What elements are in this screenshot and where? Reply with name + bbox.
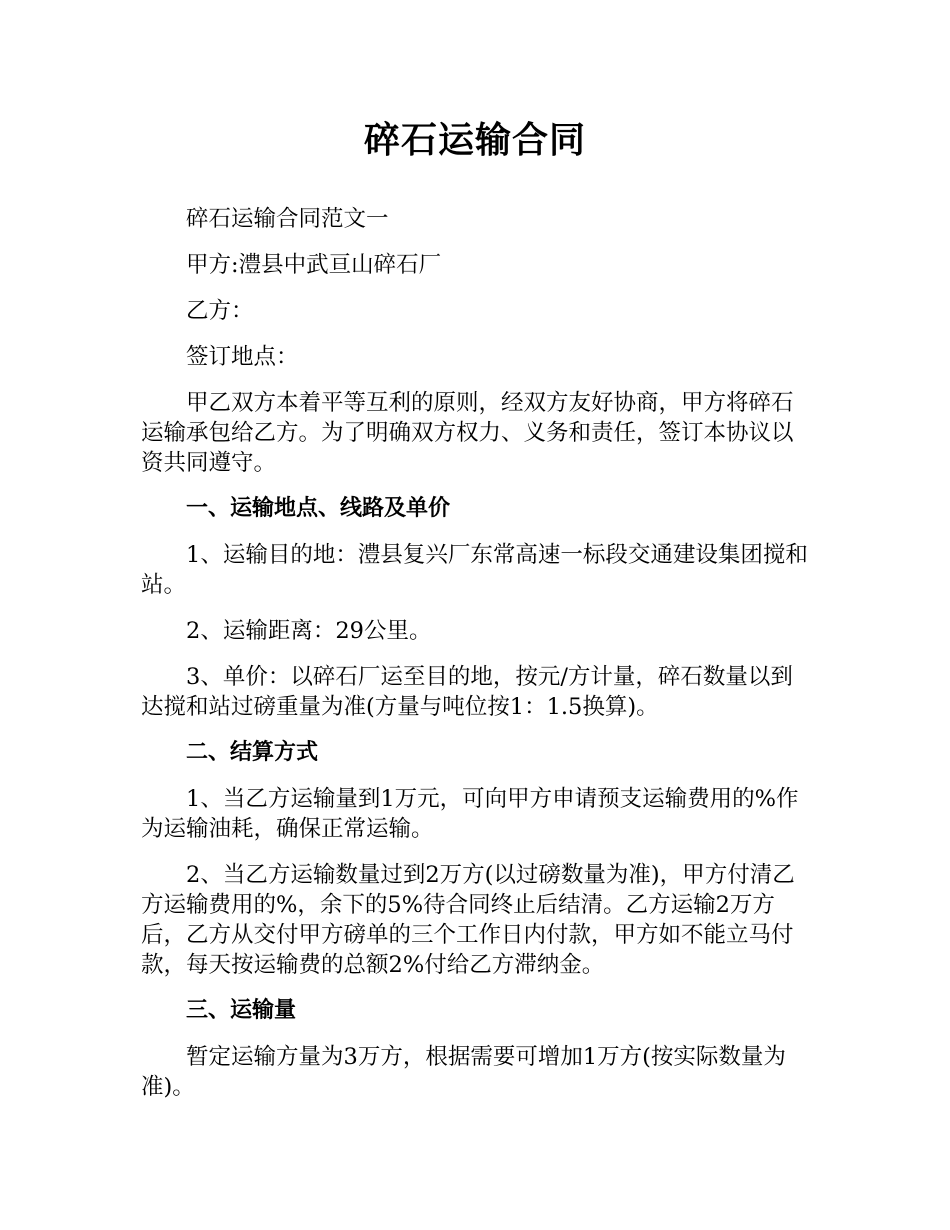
section-1-item: 3、单价：以碎石厂运至目的地，按元/方计量，碎石数量以到达搅和站过磅重量为准(方量与吨位按1：1.5换算)。 (141, 664, 793, 720)
document-title: 碎石运输合同 (363, 120, 586, 161)
section-1-item: 1、运输目的地：澧县复兴厂东常高速一标段交通建设集团搅和站。 (141, 542, 808, 598)
section-2-item: 1、当乙方运输量到1万元，可向甲方申请预支运输费用的%作为运输油耗，确保正常运输。 (141, 786, 799, 842)
document-body (141, 204, 811, 1118)
section-2-heading: 二、结算方式 (186, 740, 319, 765)
party-a: 甲方:澧县中武亘山碎石厂 (186, 252, 442, 278)
intro-paragraph: 甲乙双方本着平等互利的原则，经双方友好协商，甲方将碎石运输承包给乙方。为了明确双方权力、义务和责任，签订本协议以资共同遵守。 (141, 390, 794, 476)
subtitle: 碎石运输合同范文一 (186, 206, 389, 232)
section-3-item: 暂定运输方量为3万方，根据需要可增加1万方(按实际数量为准)。 (141, 1044, 786, 1100)
section-1-item: 2、运输距离：29公里。 (186, 618, 432, 644)
section-3-heading: 三、运输量 (186, 998, 297, 1023)
sign-place: 签订地点： (186, 344, 299, 370)
section-2-item: 2、当乙方运输数量过到2万方(以过磅数量为准)，甲方付清乙方运输费用的%，余下的5%待合同终止后结清。乙方运输2万方后，乙方从交付甲方磅单的三个工作日内付款，甲方如不能立马付款，每天按运输费的总额2%付给乙方滞纳金。 (141, 862, 795, 978)
section-1-heading: 一、运输地点、线路及单价 (186, 496, 451, 521)
party-b: 乙方： (186, 298, 254, 324)
